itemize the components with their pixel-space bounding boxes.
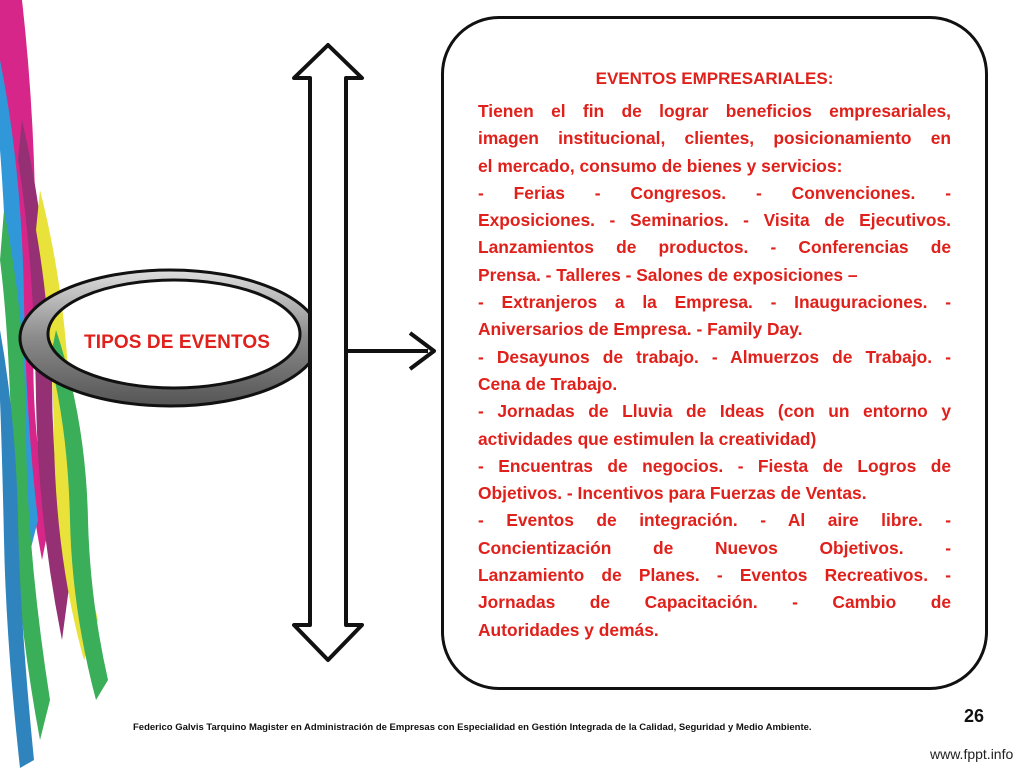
site-url: www.fppt.info <box>930 746 1014 762</box>
box-line: Aniversarios de Empresa. - Family Day. <box>478 319 803 340</box>
box-line: Exposiciones. - Seminarios. - Visita de Ejecutivos. <box>478 210 951 231</box>
box-line: Lanzamientos de productos. - Conferencias de <box>478 237 951 258</box>
box-line: el mercado, consumo de bienes y servicios: <box>478 155 843 176</box>
box-text <box>478 98 951 644</box>
box-line: actividades que estimulen la creatividad) <box>478 428 817 449</box>
box-line: Tienen el fin de lograr beneficios empresariales, <box>478 101 951 121</box>
box-line: Autoridades y demás. <box>478 619 659 640</box>
connector-arrow <box>346 333 434 369</box>
box-line: - Ferias - Congresos. - Convenciones. - <box>478 182 951 203</box>
box-line: - Desayunos de trabajo. - Almuerzos de Trabajo. - <box>478 346 951 367</box>
footer-credit: Federico Galvis Tarquino Magister en Administración de Empresas con Especialidad en Gestión Integrada de la Calidad, Seguridad y Medio Ambiente. <box>133 722 812 733</box>
tipos-de-eventos-label: TIPOS DE EVENTOS <box>84 332 271 353</box>
page-number: 26 <box>964 706 985 726</box>
box-line: Cena de Trabajo. <box>478 373 618 394</box>
box-line: - Eventos de integración. - Al aire libre. - <box>478 510 951 531</box>
box-line: Jornadas de Capacitación. - Cambio de <box>478 592 951 613</box>
box-line: imagen institucional, clientes, posicionamiento en <box>478 128 951 149</box>
box-line: Concientización de Nuevos Objetivos. - <box>478 537 951 558</box>
box-line: Objetivos. - Incentivos para Fuerzas de Ventas. <box>478 483 867 504</box>
box-line: Prensa. - Talleres - Salones de exposiciones – <box>478 264 858 285</box>
box-line: - Encuentras de negocios. - Fiesta de Logros de <box>478 455 951 476</box>
box-line: - Jornadas de Lluvia de Ideas (con un entorno y <box>478 401 951 422</box>
box-line: Lanzamiento de Planes. - Eventos Recreativos. - <box>478 565 951 586</box>
box-line: - Extranjeros a la Empresa. - Inauguraciones. - <box>478 292 951 313</box>
box-title: EVENTOS EMPRESARIALES: <box>595 69 834 88</box>
